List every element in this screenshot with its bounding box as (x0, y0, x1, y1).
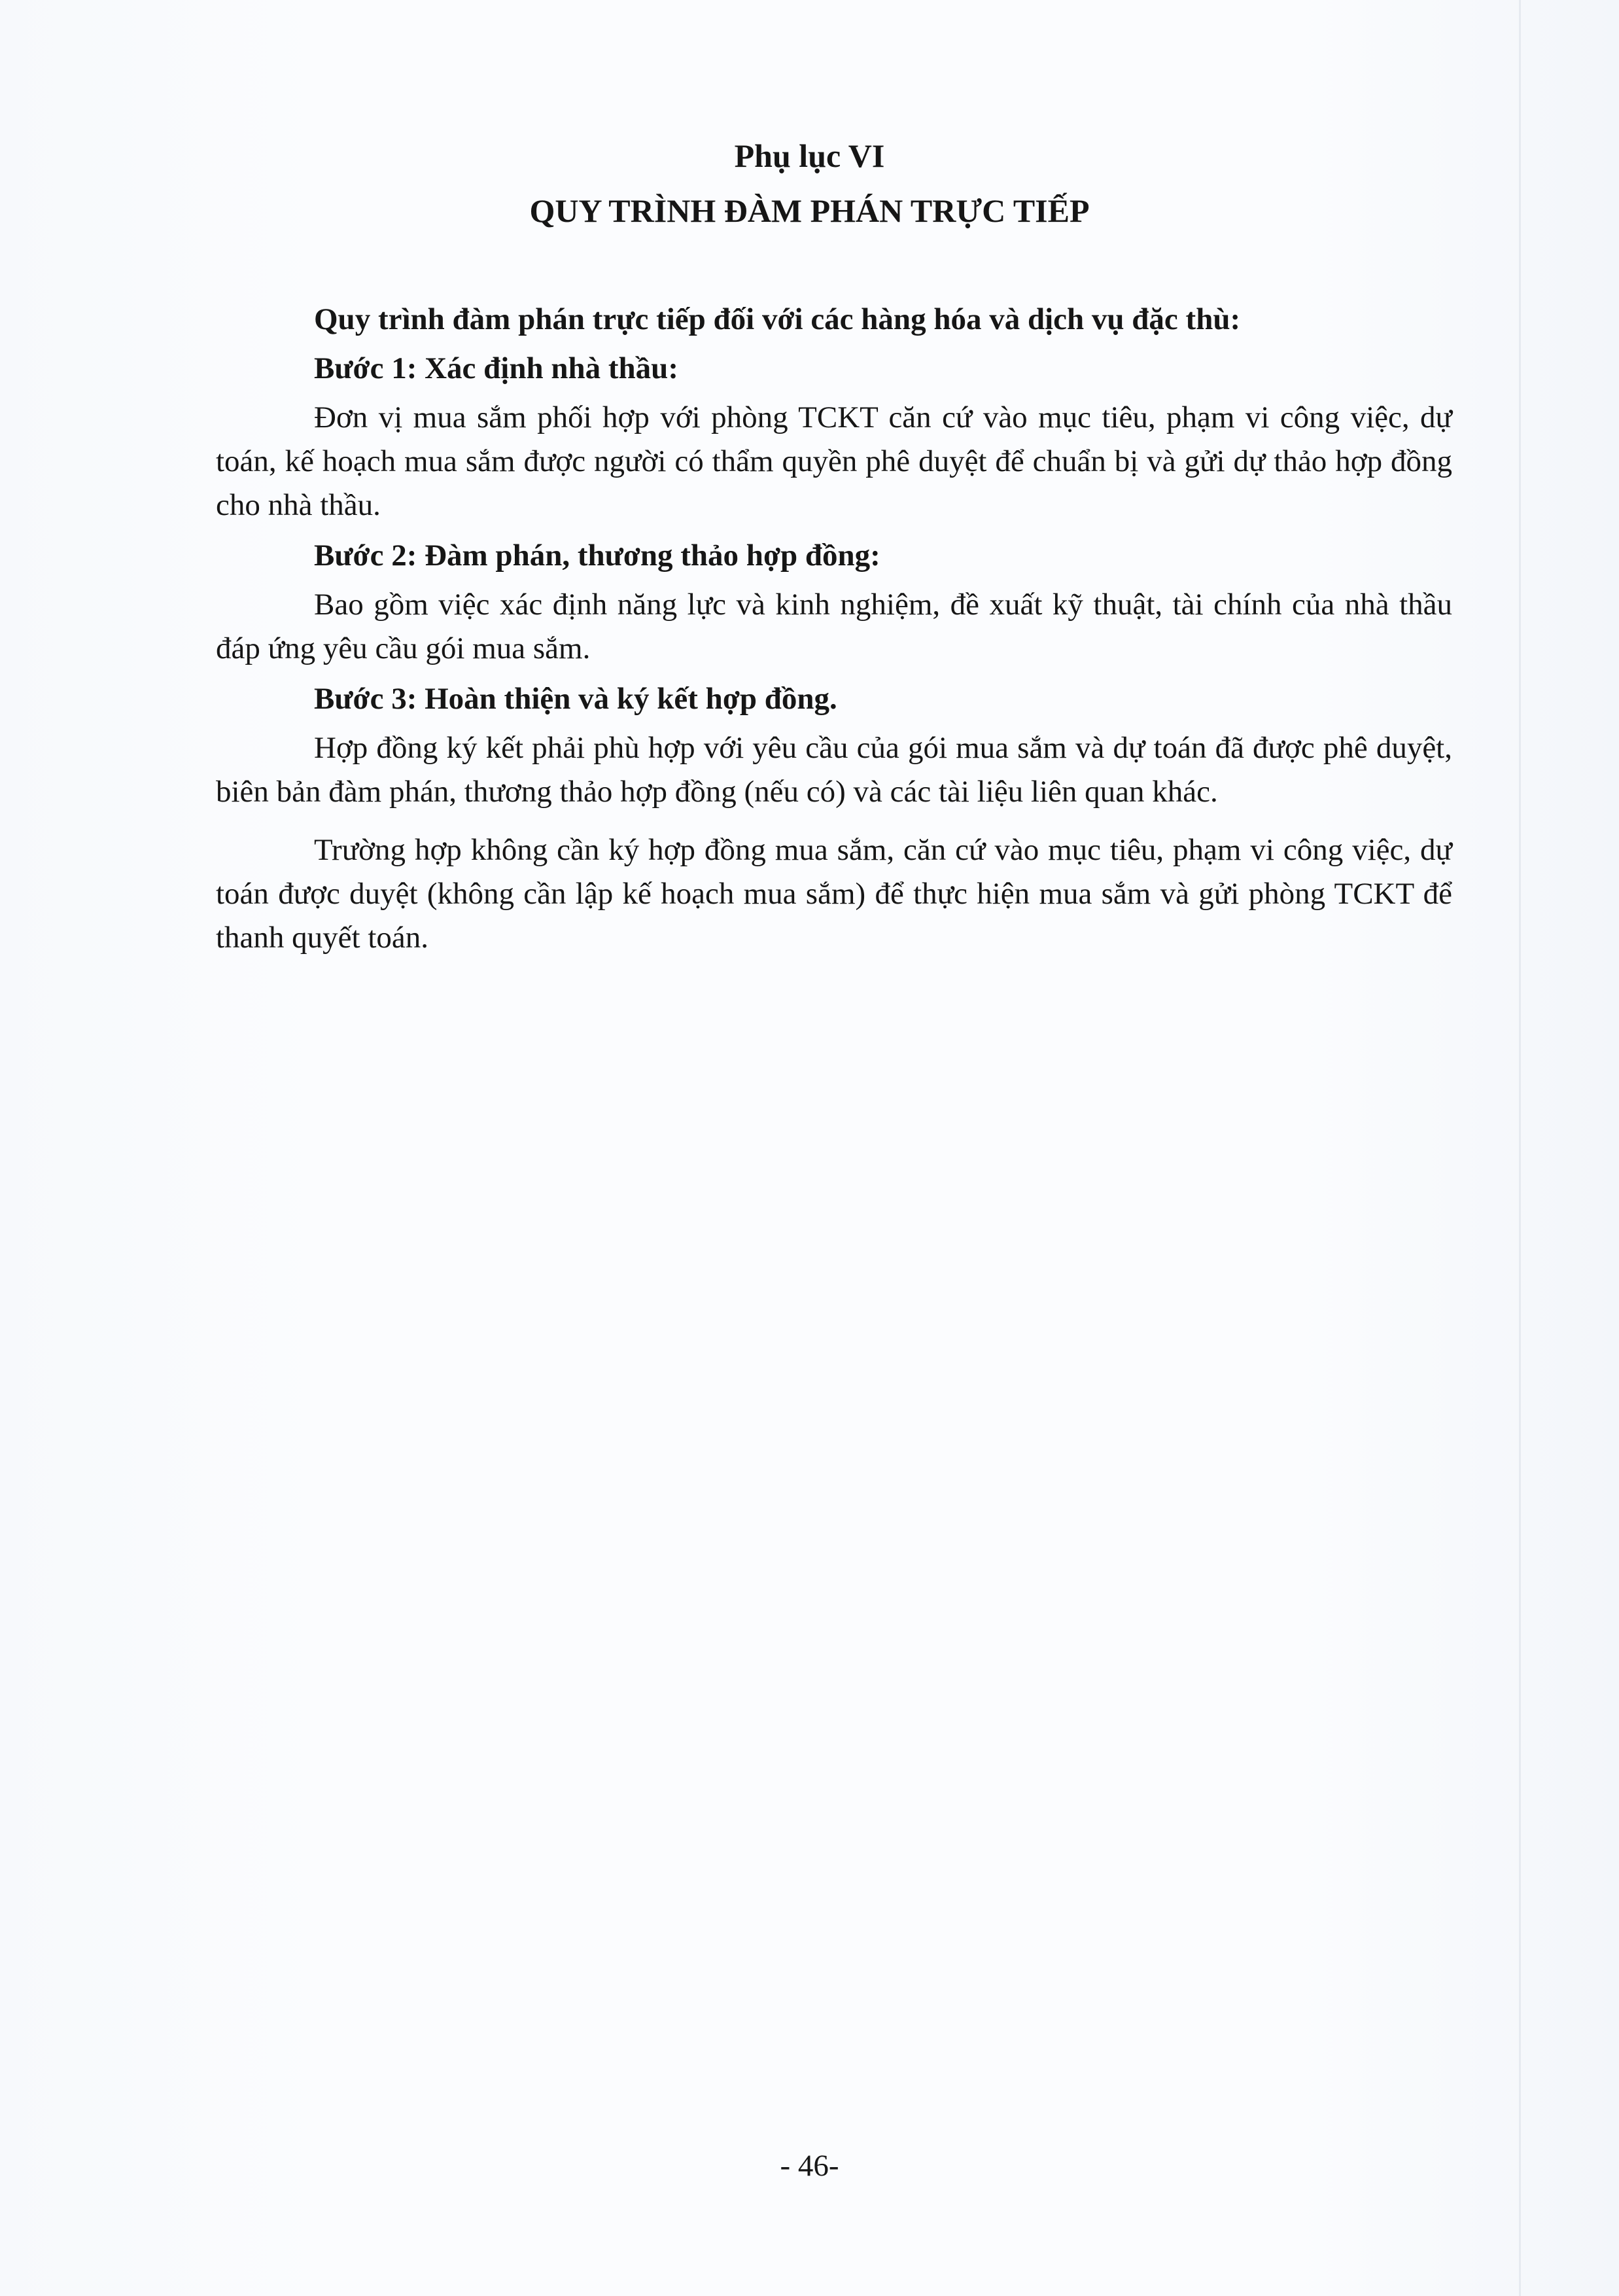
step-2-paragraph: Bao gồm việc xác định năng lực và kinh nghiệm, đề xuất kỹ thuật, tài chính của nhà thầu đáp ứng yêu cầu gói mua sắm. (216, 588, 1452, 665)
step-3-paragraph-2: Trường hợp không cần ký hợp đồng mua sắm, căn cứ vào mục tiêu, phạm vi công việc, dự toán được duyệt (không cần lập kế hoạch mua sắm) để thực hiện mua sắm và gửi phòng TCKT để thanh quyết toán. (216, 833, 1452, 955)
document-body (216, 298, 1452, 966)
step-2-heading: Bước 2: Đàm phán, thương thảo hợp đồng: (314, 539, 880, 573)
page-number: - 46- (780, 2149, 839, 2183)
scan-edge-line (1519, 0, 1521, 2296)
step-3-paragraph-1: Hợp đồng ký kết phải phù hợp với yêu cầu của gói mua sắm và dự toán đã được phê duyệt, biên bản đàm phán, thương thảo hợp đồng (nếu có) và các tài liệu liên quan khác. (216, 731, 1452, 809)
appendix-label: Phụ lục VI (734, 137, 885, 174)
step-1-heading: Bước 1: Xác định nhà thầu: (314, 351, 678, 385)
intro-heading: Quy trình đàm phán trực tiếp đối với các hàng hóa và dịch vụ đặc thù: (314, 302, 1241, 336)
document-title: QUY TRÌNH ĐÀM PHÁN TRỰC TIẾP (529, 192, 1090, 229)
step-1-paragraph: Đơn vị mua sắm phối hợp với phòng TCKT căn cứ vào mục tiêu, phạm vi công việc, dự toán, kế hoạch mua sắm được người có thẩm quyền phê duyệt để chuẩn bị và gửi dự thảo hợp đồng cho nhà thầu. (216, 400, 1452, 522)
step-3-heading: Bước 3: Hoàn thiện và ký kết hợp đồng. (314, 682, 837, 716)
